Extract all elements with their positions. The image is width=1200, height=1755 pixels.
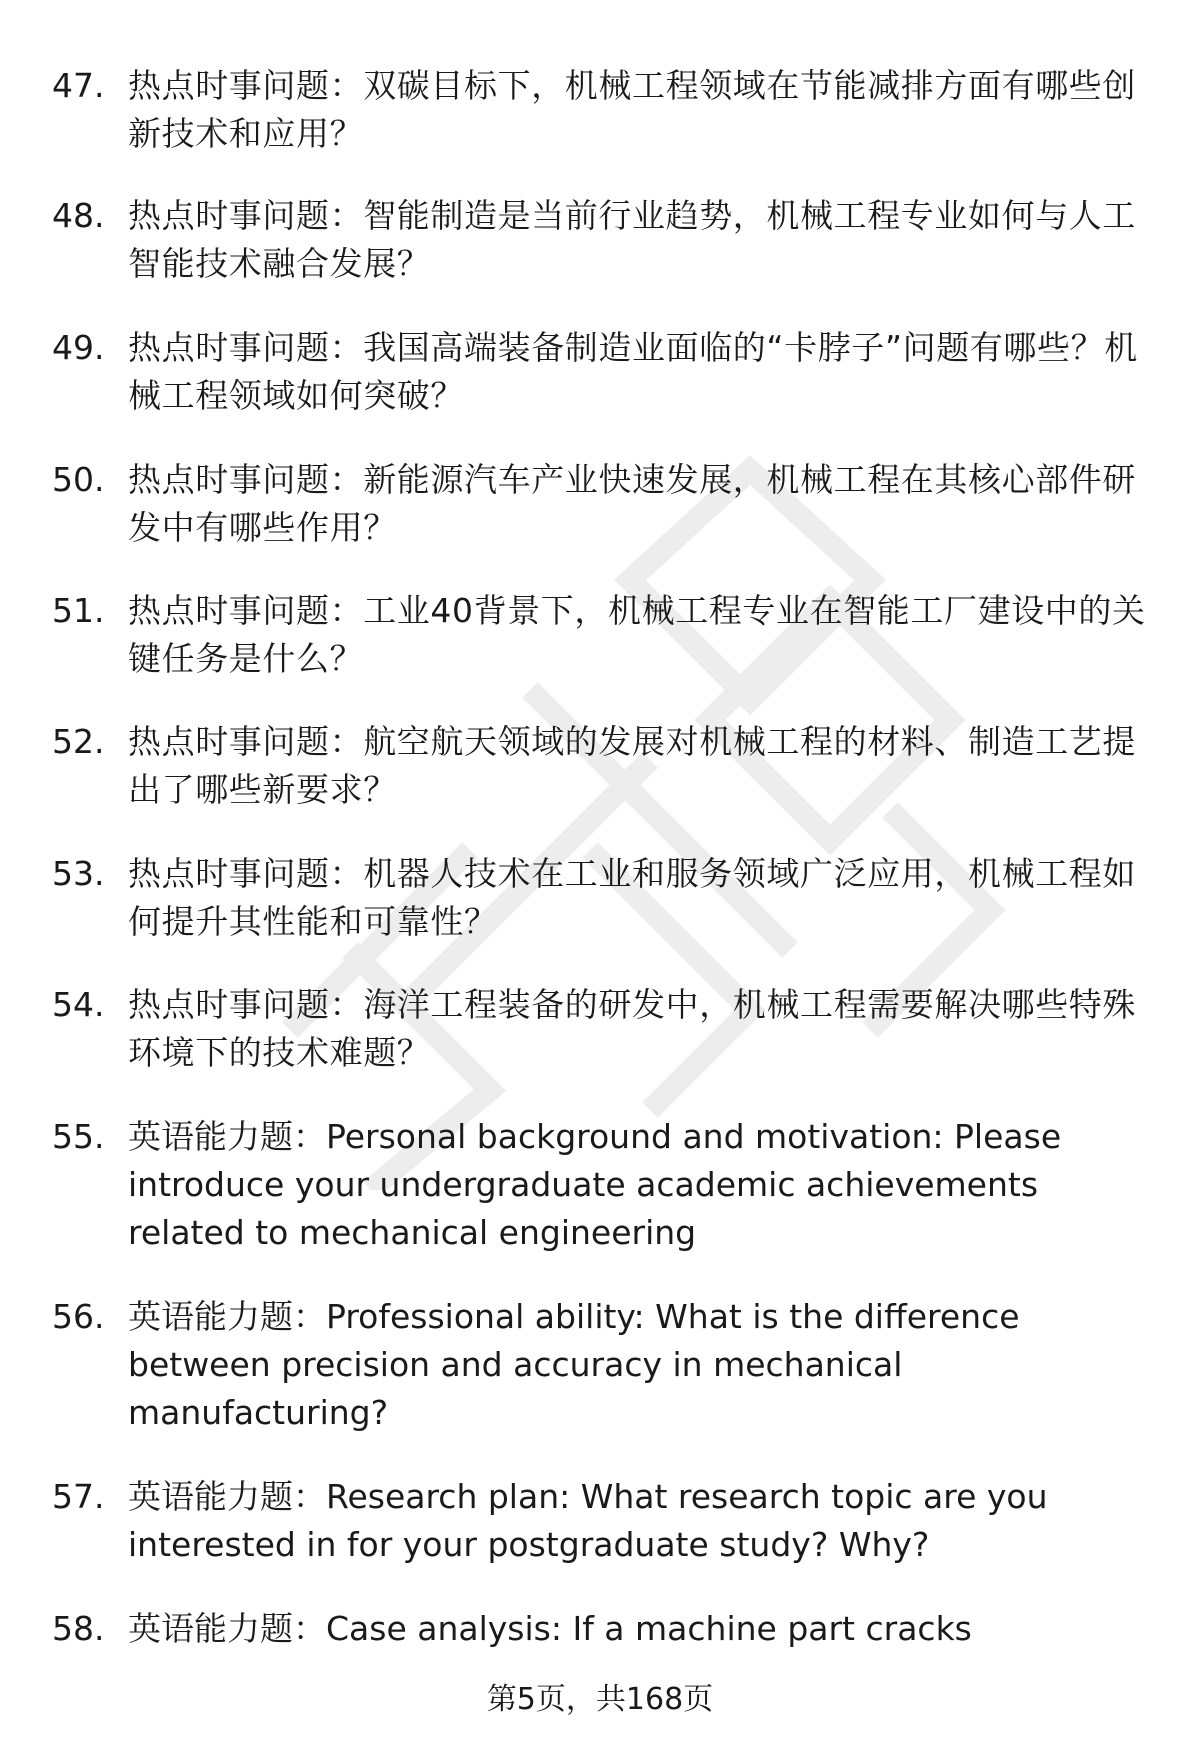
question-number: 54. [52,985,105,1024]
question-number: 53. [52,854,105,893]
question-number: 47. [52,66,105,105]
question-text: 英语能力题：Case analysis: If a machine part cracks [128,1609,972,1648]
question-number: 48. [52,196,105,235]
question-text: 热点时事问题：我国高端装备制造业面临的“卡脖子”问题有哪些？机械工程领域如何突破？ [128,328,1138,415]
question-text: 英语能力题：Personal background and motivation: Please introduce your undergraduate academic achievements related to mechanical engineering [128,1117,1062,1252]
question-number: 49. [52,328,105,367]
question-text: 热点时事问题：海洋工程装备的研发中，机械工程需要解决哪些特殊环境下的技术难题？ [128,985,1136,1072]
page-indicator: 第5页，共168页 [486,1682,714,1717]
question-text: 英语能力题：Professional ability: What is the difference between precision and accuracy in mechanical manufacturing? [128,1297,1020,1432]
question-text: 热点时事问题：航空航天领域的发展对机械工程的材料、制造工艺提出了哪些新要求？ [128,722,1136,809]
question-number: 50. [52,460,105,499]
question-text: 热点时事问题：新能源汽车产业快速发展，机械工程在其核心部件研发中有哪些作用？ [128,460,1136,547]
question-text: 英语能力题：Research plan: What research topic are you interested in for your postgraduate study? Why? [128,1477,1048,1564]
question-text: 热点时事问题：工业40背景下，机械工程专业在智能工厂建设中的关键任务是什么？ [128,591,1146,678]
question-number: 52. [52,722,105,761]
question-number: 55. [52,1117,105,1156]
question-number: 58. [52,1609,105,1648]
question-text: 热点时事问题：智能制造是当前行业趋势，机械工程专业如何与人工智能技术融合发展？ [128,196,1136,283]
question-text: 热点时事问题：机器人技术在工业和服务领域广泛应用，机械工程如何提升其性能和可靠性？ [128,854,1136,941]
question-text: 热点时事问题：双碳目标下，机械工程领域在节能减排方面有哪些创新技术和应用？ [128,66,1136,153]
question-number: 57. [52,1477,105,1516]
question-number: 56. [52,1297,105,1336]
question-number: 51. [52,591,105,630]
